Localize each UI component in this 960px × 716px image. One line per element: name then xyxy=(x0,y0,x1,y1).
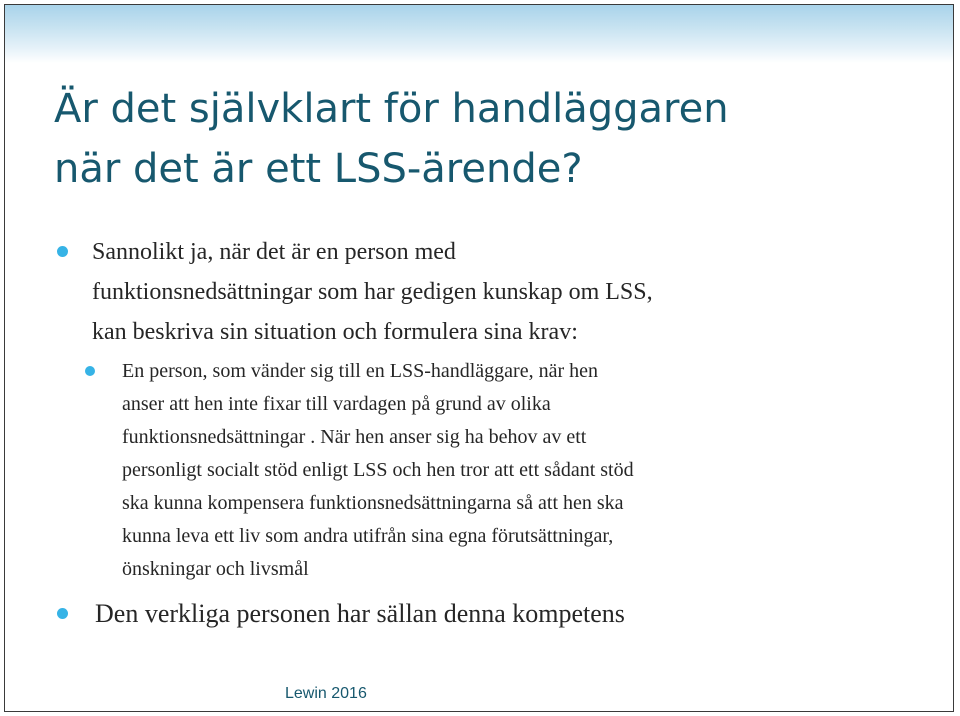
bullet-dot-icon xyxy=(57,246,68,257)
bullet-point-1 xyxy=(92,232,912,352)
bullet-point-2 xyxy=(95,593,915,635)
bullet-2-line-1: Den verkliga personen har sällan denna kompetens xyxy=(95,599,625,628)
footer-text: Lewin 2016 xyxy=(285,685,367,702)
bullet-dot-icon xyxy=(85,366,95,376)
bullet-1-line-1: Sannolikt ja, när det är en person med xyxy=(92,239,456,265)
title-line-1: Är det självklart för handläggaren xyxy=(54,86,729,132)
sub-bullet-line-7: önskningar och livsmål xyxy=(122,558,309,580)
sub-bullet-line-5: ska kunna kompensera funktionsnedsättningarna så att hen ska xyxy=(122,492,624,514)
title-line-2: när det är ett LSS-ärende? xyxy=(54,146,583,192)
sub-bullet-line-6: kunna leva ett liv som andra utifrån sina egna förutsättningar, xyxy=(122,525,614,547)
sub-bullet-line-1: En person, som vänder sig till en LSS-handläggare, när hen xyxy=(122,360,598,382)
bullet-dot-icon xyxy=(57,608,68,619)
slide-title xyxy=(54,79,934,199)
header-gradient-band xyxy=(5,5,953,63)
sub-bullet-line-3: funktionsnedsättningar . När hen anser sig ha behov av ett xyxy=(122,426,587,448)
sub-bullet-point xyxy=(122,355,922,586)
bullet-1-line-3: kan beskriva sin situation och formulera sina krav: xyxy=(92,319,578,345)
slide xyxy=(4,4,954,712)
bullet-1-line-2: funktionsnedsättningar som har gedigen kunskap om LSS, xyxy=(92,279,653,305)
sub-bullet-line-2: anser att hen inte fixar till vardagen på grund av olika xyxy=(122,393,551,415)
sub-bullet-line-4: personligt socialt stöd enligt LSS och hen tror att ett sådant stöd xyxy=(122,459,634,481)
